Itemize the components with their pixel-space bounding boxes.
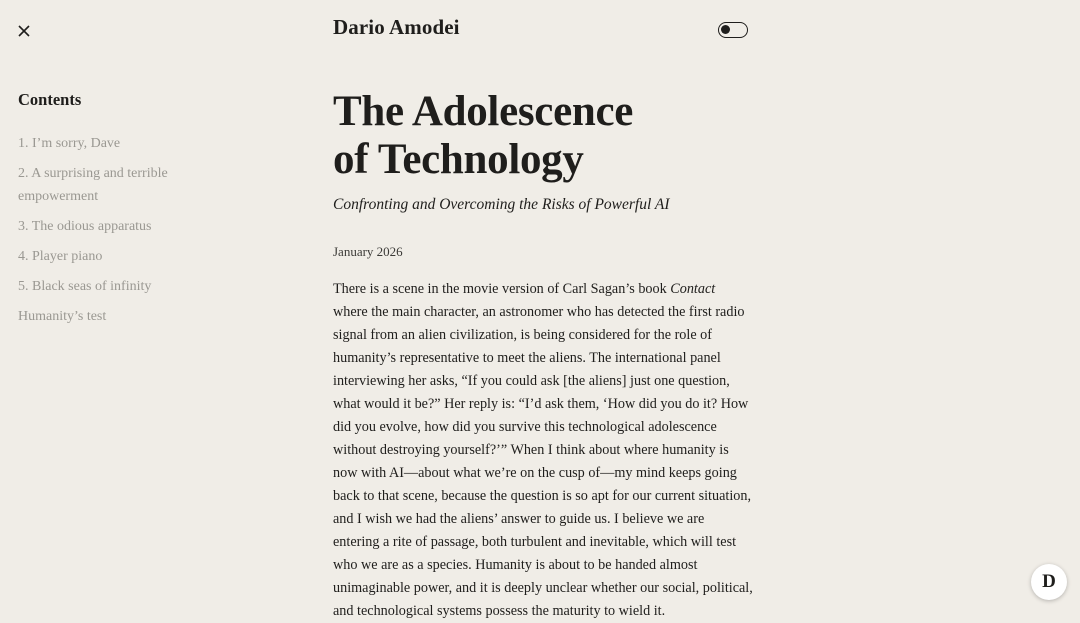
logo-letter: D (1042, 571, 1056, 592)
table-of-contents (18, 90, 218, 335)
toc-item-odious-apparatus[interactable]: 3. The odious apparatus (18, 219, 152, 234)
toc-item-black-seas[interactable]: 5. Black seas of infinity (18, 279, 152, 294)
toc-list (18, 132, 218, 328)
article-subtitle: Confronting and Overcoming the Risks of Powerful AI (333, 196, 670, 213)
toc-item-surprising-empowerment[interactable]: 2. A surprising and terrible empowerment (18, 166, 168, 204)
article-title-line1: The Adolescence (333, 88, 634, 135)
site-title[interactable]: Dario Amodei (333, 15, 460, 39)
floating-logo-button[interactable] (1031, 564, 1067, 600)
theme-toggle[interactable] (718, 22, 748, 38)
article-title-line2: of Technology (333, 136, 584, 183)
article-body (333, 278, 753, 623)
body-emphasis-contact: Contact (670, 281, 716, 297)
toc-item-humanitys-test[interactable]: Humanity’s test (18, 309, 107, 324)
body-text-prefix: There is a scene in the movie version of Carl Sagan’s book (333, 281, 671, 297)
toc-heading: Contents (18, 90, 82, 109)
toggle-knob-icon (721, 25, 730, 34)
body-text-rest: where the main character, an astronomer who has detected the first radio signal from an alien civilization, is being considered for the role of humanity’s representative to meet the aliens. The international panel interviewing her asks, “If you could ask [the aliens] just one question, what would it be?” Her reply is: “I’d ask them, ‘How did you do it? How did you evolve, how did you survive this technological adolescence without destroying yourself?’” When I think about where humanity is now with AI—about what we’re on the cusp of—my mind keeps going back to that scene, because the question is so apt for our current situation, and I wish we had the aliens’ answer to guide us. I believe we are entering a rite of passage, both turbulent and inevitable, which will test who we are as a species. Humanity is about to be handed almost unimaginable power, and it is deeply unclear whether our social, political, and technological systems possess the maturity to wield it. (333, 304, 753, 619)
article-date: January 2026 (333, 244, 403, 259)
article-title (333, 88, 753, 184)
close-icon (13, 20, 35, 42)
close-button[interactable] (13, 20, 35, 42)
toc-item-sorry-dave[interactable]: 1. I’m sorry, Dave (18, 136, 121, 151)
toc-item-player-piano[interactable]: 4. Player piano (18, 249, 103, 264)
article (333, 88, 753, 623)
